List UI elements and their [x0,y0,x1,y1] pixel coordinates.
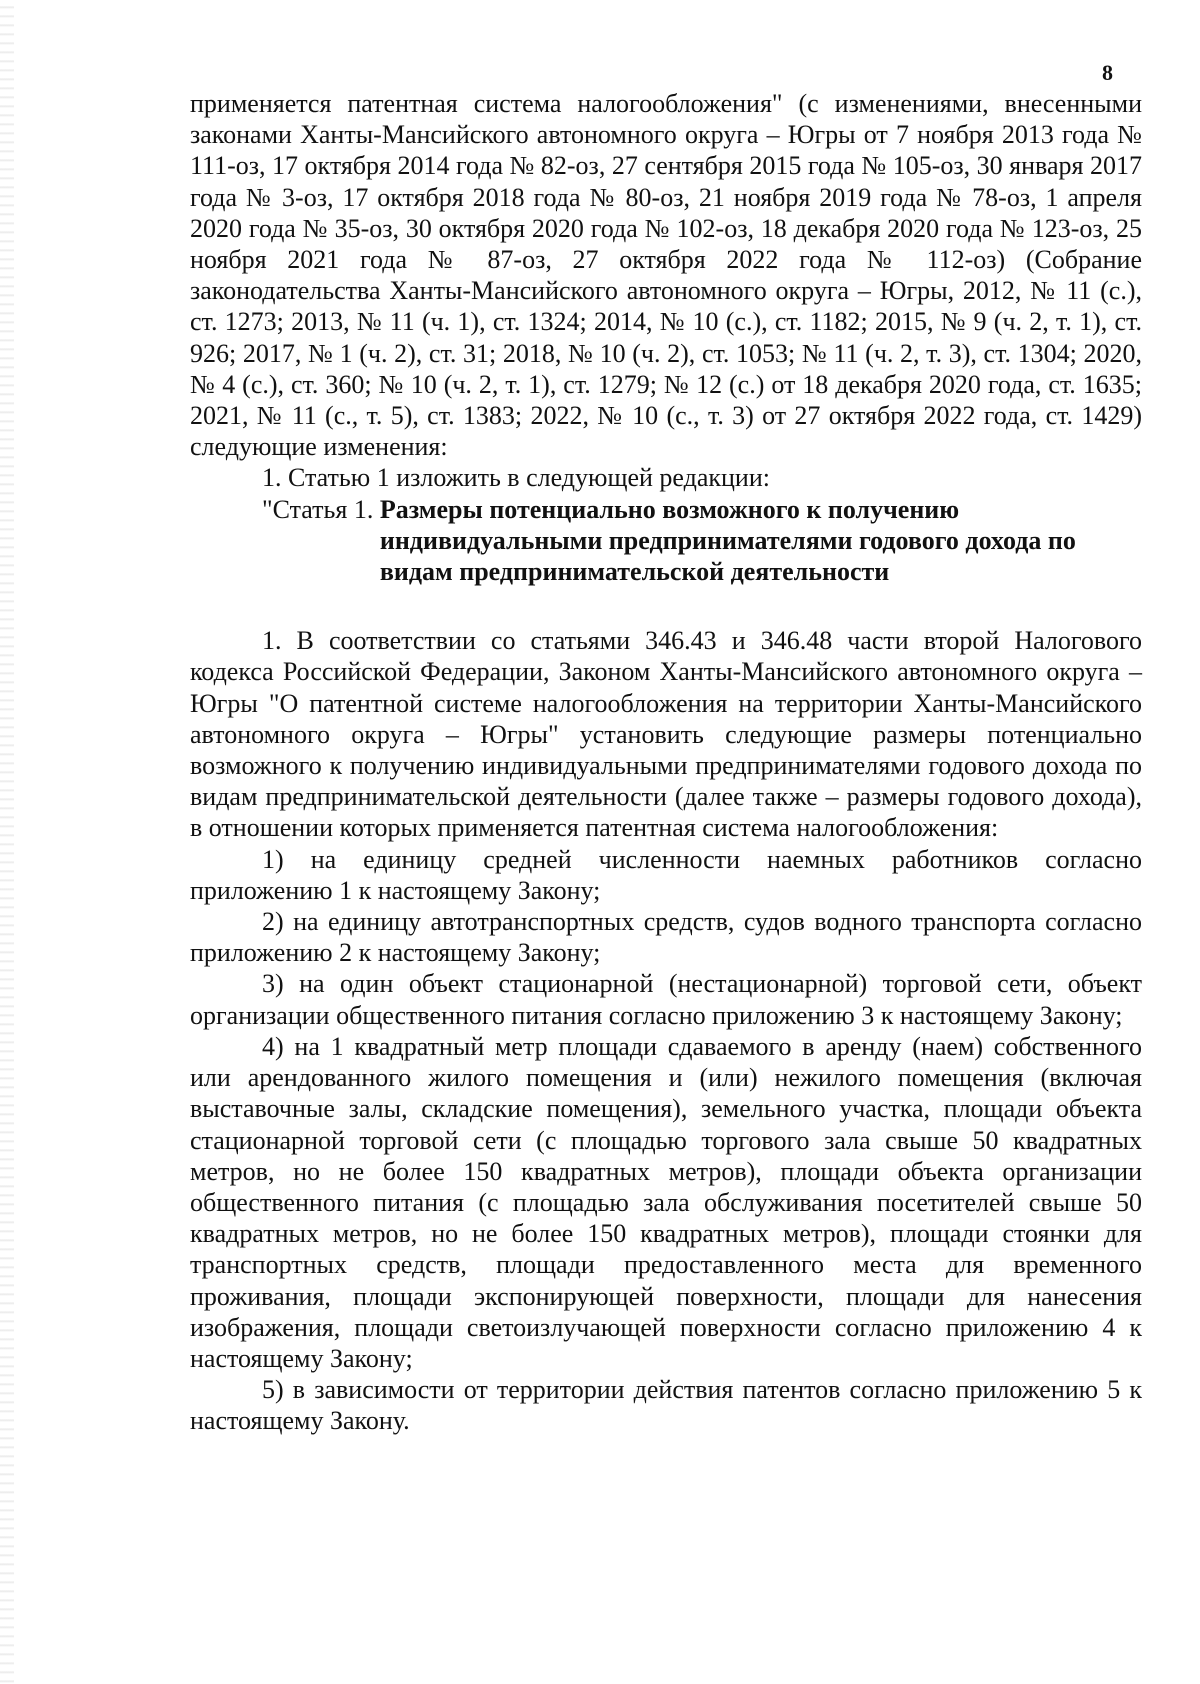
amendment-instruction: 1. Статью 1 изложить в следующей редакции: [262,463,770,493]
scan-edge-artifact [0,0,14,1684]
document-body [190,88,1142,1437]
list-item-1: 1) на единицу средней численности наемных работников согласно приложению 1 к настоящему Закону; [190,844,1142,905]
article-heading [190,494,1142,588]
paragraph-1: 1. В соответствии со статьями 346.43 и 346.48 части второй Налогового кодекса Российской Федерации, Законом Ханты-Мансийского автономного округа – Югры "О патентной системе налогообложения на территории Ханты-Мансийского автономного округа – Югры" установить следующие размеры потенциально возможного к получению индивидуальными предпринимателями годового дохода по видам предпринимательской деятельности (далее также – размеры годового дохода), в отношении которых применяется патентная система налогообложения: [190,626,1142,843]
page-number: 8 [1102,60,1113,85]
article-number: "Статья 1. [262,494,380,524]
list-item-4: 4) на 1 квадратный метр площади сдаваемого в аренду (наем) собственного или арендованного жилого помещения и (или) нежилого помещения (включая выставочные залы, складские помещения), земельного участка, площади объекта стационарной торговой сети (с площадью торгового зала свыше 50 квадратных метров, но не более 150 квадратных метров), площади объекта организации общественного питания (с площадью зала обслуживания посетителей свыше 50 квадратных метров, но не более 150 квадратных метров), площади стоянки для транспортных средств, площади предоставленного места для временного проживания, площади экспонирующей поверхности, площади для нанесения изображения, площади светоизлучающей поверхности согласно приложению 4 к настоящему Закону; [190,1031,1142,1373]
list-item-3: 3) на один объект стационарной (нестационарной) торговой сети, объект организации общественного питания согласно приложению 3 к настоящему Закону; [190,969,1142,1030]
list-item-2: 2) на единицу автотранспортных средств, судов водного транспорта согласно приложению 2 к настоящему Закону; [190,907,1142,968]
intro-paragraph: применяется патентная система налогообложения" (с изменениями, внесенными законами Ханты-Мансийского автономного округа – Югры от 7 ноября 2013 года № 111-оз, 17 октября 2014 года № 82-оз, 27 сентября 2015 года № 105-оз, 30 января 2017 года № 3-оз, 17 октября 2018 года № 80-оз, 21 ноября 2019 года № 78-оз, 1 апреля 2020 года № 35-оз, 30 октября 2020 года № 102-оз, 18 декабря 2020 года № 123-оз, 25 ноября 2021 года № 87-оз, 27 октября 2022 года № 112-оз) (Собрание законодательства Ханты-Мансийского автономного округа – Югры, 2012, № 11 (с.), ст. 1273; 2013, № 11 (ч. 1), ст. 1324; 2014, № 10 (с.), ст. 1182; 2015, № 9 (ч. 2, т. 1), ст. 926; 2017, № 1 (ч. 2), ст. 31; 2018, № 10 (ч. 2), ст. 1053; № 11 (ч. 2, т. 3), ст. 1304; 2020, № 4 (с.), ст. 360; № 10 (ч. 2, т. 1), ст. 1279; № 12 (с.) от 18 декабря 2020 года, ст. 1635; 2021, № 11 (с., т. 5), ст. 1383; 2022, № 10 (с., т. 3) от 27 октября 2022 года, ст. 1429) следующие изменения: [190,89,1142,462]
article-title: Размеры потенциально возможного к получению индивидуальными предпринимателями годового дохода по видам предпринимательской деятельности [379,494,1076,587]
list-item-5: 5) в зависимости от территории действия патентов согласно приложению 5 к настоящему Закону. [190,1375,1142,1436]
